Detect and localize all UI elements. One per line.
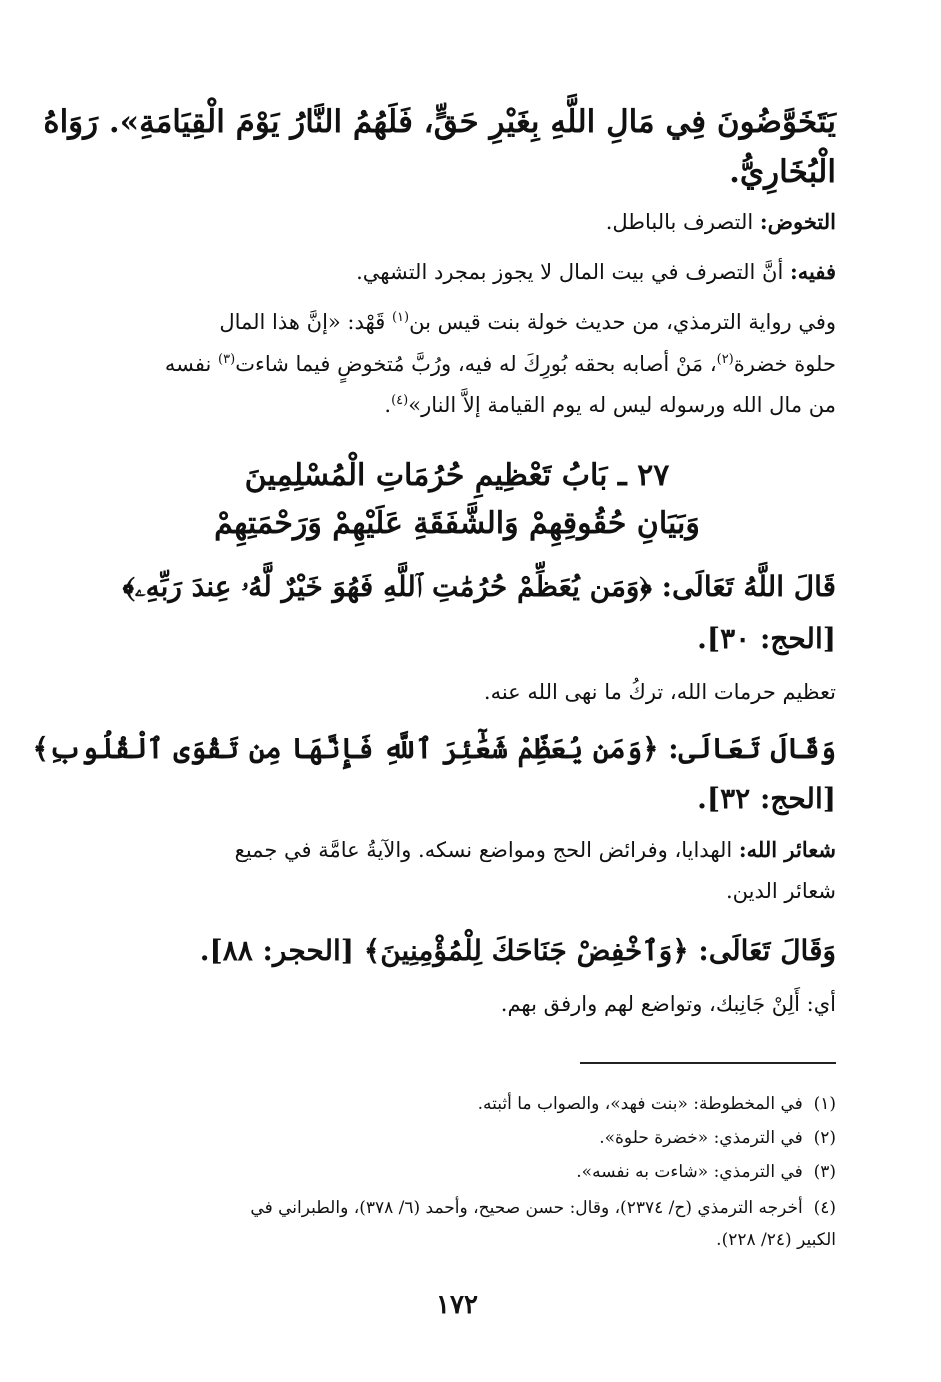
footnote-text: في الترمذي: «خضرة حلوة». [599, 1128, 803, 1148]
gloss-takhawwud [78, 209, 836, 234]
gloss-term: شعائر الله: [738, 837, 836, 862]
footnote-4 [78, 1198, 836, 1218]
footnote-number: (٤) [813, 1198, 836, 1218]
gloss-text: أنَّ التصرف في بيت المال لا يجوز بمجرد التشهي. [356, 260, 790, 284]
ayah-3-note: أي: أَلِنْ جَانِبك، وتواضع لهم وارفق بهم. [500, 992, 836, 1016]
footnote-3 [78, 1162, 836, 1182]
gloss-fihi [78, 259, 836, 284]
chapter-heading-line-1: ٢٧ ـ بَابُ تَعْظِيمِ حُرُمَاتِ الْمُسْلِمِينَ [244, 458, 670, 493]
footnote-1 [78, 1094, 836, 1114]
riwaya-line-3 [78, 393, 836, 417]
ayah-3: وَقَالَ تَعَالَى: ﴿وَٱخْفِضْ جَنَاحَكَ لِلْمُؤْمِنِينَ﴾ [الحجر: ٨٨]. [199, 934, 836, 967]
footnote-ref: (٢) [716, 352, 734, 367]
gloss-text: التصرف بالباطل. [605, 210, 760, 234]
riwaya-text: قَهْد: «إنَّ هذا المال [219, 310, 392, 334]
footnote-text: أخرجه الترمذي (ح/ ٢٣٧٤)، وقال: حسن صحيح، وأحمد (٦/ ٣٧٨)، والطبراني في [250, 1198, 803, 1218]
riwaya-text: وفي رواية الترمذي، من حديث خولة بنت قيس بن [409, 310, 836, 334]
shaair-line-1 [78, 837, 836, 862]
riwaya-line-2 [78, 352, 836, 376]
riwaya-text: حلوة خضرة [733, 352, 836, 376]
chapter-heading-line-2: وَبَيَانِ حُقُوقِهِمْ وَالشَّفَقَةِ عَلَيْهِمْ وَرَحْمَتِهِمْ [214, 506, 700, 541]
ayah-1-note: تعظيم حرمات الله، تركُ ما نهى الله عنه. [483, 680, 836, 704]
riwaya-text: من مال الله ورسوله ليس له يوم القيامة إلاَّ النار» [408, 393, 836, 417]
ayah-1-line-1: قَالَ اللَّهُ تَعَالَى: ﴿وَمَن يُعَظِّمْ حُرُمَٰتِ ٱللَّهِ فَهُوَ خَيْرٌ لَّهُۥ عِندَ رَبِّهِۦ﴾ [122, 570, 836, 603]
riwaya-text: نفسه [164, 352, 219, 376]
hadith-line-2: الْبُخَارِيُّ. [729, 154, 836, 190]
gloss-term: التخوض: [759, 209, 836, 234]
footnote-text: في المخطوطة: «بنت فهد»، والصواب ما أثبته. [477, 1094, 803, 1114]
footnote-number: (١) [813, 1094, 836, 1114]
hadith-line-1: يَتَخَوَّضُونَ فِي مَالِ اللَّهِ بِغَيْرِ حَقٍّ، فَلَهُمُ النَّارُ يَوْمَ الْقِيَامَةِ». رَوَاهُ [43, 104, 836, 140]
riwaya-text: . [384, 393, 392, 417]
ayah-2-line-2: [الحج: ٣٢]. [697, 782, 836, 815]
page-number: ١٧٢ [436, 1290, 478, 1320]
footnote-ref: (٤) [391, 393, 409, 408]
ayah-2-line-1: وَقَالَ تَعَالَى: ﴿وَمَن يُعَظِّمْ شَعَٰٓئِرَ ٱللَّهِ فَإِنَّهَا مِن تَقْوَى ٱلْقُلُوبِ﴾ [32, 732, 836, 765]
footnote-ref: (٣) [218, 352, 236, 367]
footnote-4-continued: الكبير (٢٤/ ٢٢٨). [716, 1230, 836, 1250]
footnote-number: (٢) [813, 1128, 836, 1148]
shaair-line-2: شعائر الدين. [726, 879, 836, 903]
gloss-text: الهدايا، وفرائض الحج ومواضع نسكه. والآيةُ عامَّة في جميع [234, 838, 739, 862]
footnote-2 [78, 1128, 836, 1148]
riwaya-text: ، مَنْ أصابه بحقه بُورِكَ له فيه، ورُبَّ مُتخوضٍ فيما شاءت [235, 352, 717, 376]
footnote-divider [580, 1062, 836, 1064]
ayah-1-line-2: [الحج: ٣٠]. [697, 622, 836, 655]
footnote-ref: (١) [391, 310, 410, 325]
gloss-term: ففيه: [789, 259, 836, 284]
footnote-number: (٣) [813, 1162, 836, 1182]
riwaya-line-1 [78, 310, 836, 334]
footnote-text: في الترمذي: «شاءت به نفسه». [576, 1162, 803, 1182]
